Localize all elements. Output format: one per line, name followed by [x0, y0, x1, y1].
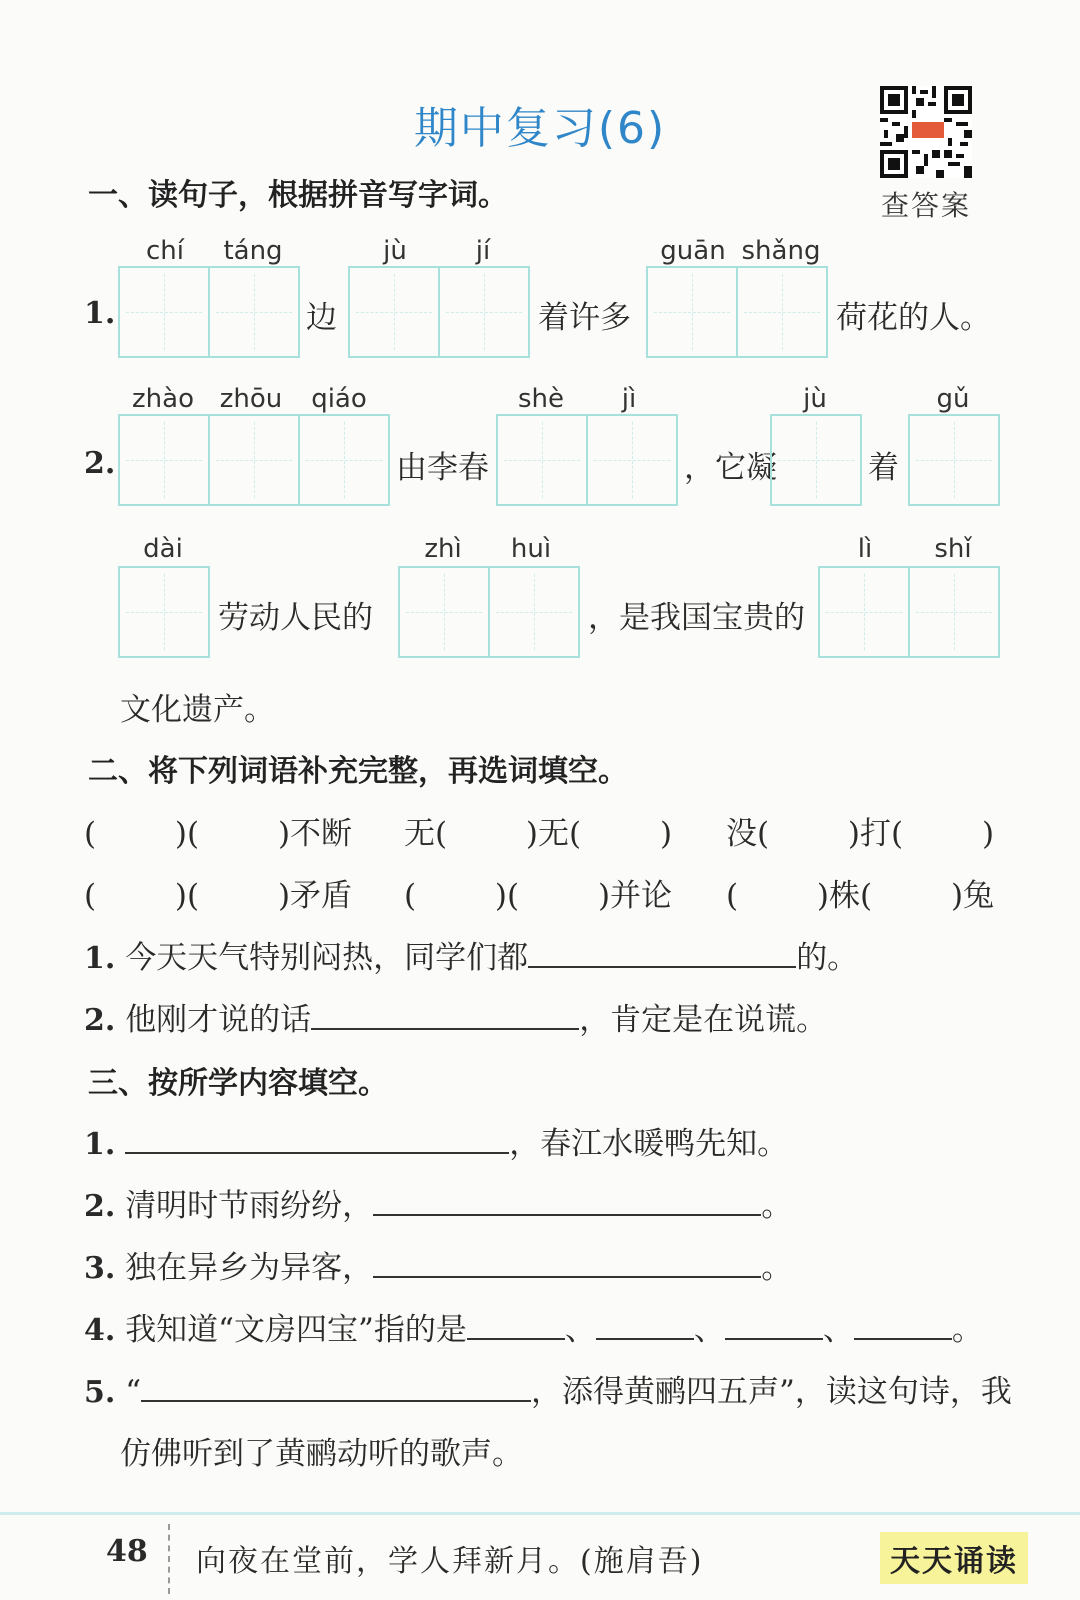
writing-grid[interactable] [496, 414, 678, 506]
sentence-text: 。 [761, 1250, 793, 1286]
writing-grid[interactable] [908, 414, 1000, 506]
sentence-text: 边 [306, 300, 337, 336]
question-number: 5. [84, 1375, 116, 1410]
sentence-text: 今天天气特别闷热，同学们都 [125, 940, 529, 976]
idiom-blank[interactable]: ( )( )不断 [84, 816, 353, 852]
writing-grid[interactable] [770, 414, 862, 506]
pinyin: shǐ [934, 534, 972, 564]
question-number: 2. [84, 1189, 116, 1224]
question-number: 2. [84, 1003, 116, 1038]
answer-blank[interactable] [528, 938, 796, 968]
sentence-text: ，肯定是在说谎。 [579, 1002, 828, 1038]
section2-heading: 二、将下列词语补充完整，再选词填空。 [88, 754, 628, 789]
idiom-blank[interactable]: ( )株( )兔 [726, 878, 995, 914]
daily-reading-badge: 天天诵读 [880, 1532, 1028, 1584]
footer-separator [168, 1524, 170, 1594]
sentence-text: ，是我国宝贵的 [588, 600, 805, 636]
sentence-text: 由李春 [396, 450, 489, 486]
idiom-blank[interactable]: ( )( )并论 [404, 878, 673, 914]
question-number: 3. [84, 1251, 116, 1286]
pinyin: zhào [132, 384, 194, 414]
poem-line-2 [84, 1180, 792, 1225]
section3-heading: 三、按所学内容填空。 [88, 1066, 388, 1101]
page-number: 48 [106, 1534, 148, 1569]
answer-blank[interactable] [311, 1000, 579, 1030]
writing-grid[interactable] [118, 414, 390, 506]
qr-code-icon[interactable] [880, 86, 972, 178]
footer-divider [0, 1512, 1080, 1515]
idiom-blank[interactable]: 没( )打( ) [726, 816, 995, 852]
poem-line-1 [84, 1118, 788, 1163]
separator: 、 [693, 1312, 725, 1348]
sentence-text: “ [125, 1374, 142, 1410]
poem-line-5 [84, 1366, 1012, 1411]
footer-quote: 向夜在堂前，学人拜新月。(施肩吾) [196, 1544, 704, 1579]
sentence-text: ，它凝 [684, 450, 777, 486]
answer-label: 查答案 [880, 189, 971, 222]
question-number: 1. [84, 1127, 116, 1162]
pinyin: zhōu [219, 384, 283, 414]
sentence-text: 文化遗产。 [120, 692, 275, 728]
sentence-text: 他刚才说的话 [125, 1002, 312, 1038]
sentence-text: 劳动人民的 [218, 600, 373, 636]
sentence-text: 独在异乡为异客， [125, 1250, 374, 1286]
answer-blank[interactable] [141, 1372, 531, 1402]
separator: 、 [822, 1312, 854, 1348]
sentence-text: 清明时节雨纷纷， [125, 1188, 374, 1224]
sentence-text: 仿佛听到了黄鹂动听的歌声。 [120, 1436, 523, 1472]
pinyin: shǎng [741, 236, 821, 266]
pinyin: jù [383, 236, 407, 266]
answer-blank[interactable] [467, 1310, 565, 1340]
writing-grid[interactable] [398, 566, 580, 658]
writing-grid[interactable] [118, 566, 210, 658]
writing-grid[interactable] [348, 266, 530, 358]
writing-grid[interactable] [818, 566, 1000, 658]
sentence-text: 的。 [796, 940, 859, 976]
pinyin: gǔ [936, 384, 970, 414]
pinyin: qiáo [311, 384, 367, 414]
pinyin: jù [803, 384, 827, 414]
separator: 、 [564, 1312, 596, 1348]
section1-heading: 一、读句子，根据拼音写字词。 [88, 178, 508, 213]
pinyin: shè [517, 384, 565, 414]
writing-grid[interactable] [646, 266, 828, 358]
answer-blank[interactable] [596, 1310, 694, 1340]
fill-sentence-1 [84, 932, 858, 977]
idiom-blank[interactable]: ( )( )矛盾 [84, 878, 353, 914]
pinyin: huì [510, 534, 552, 564]
sentence-text: 我知道“文房四宝”指的是 [125, 1312, 467, 1348]
question-number: 1. [84, 941, 116, 976]
poem-line-4 [84, 1304, 983, 1349]
fill-sentence-2 [84, 994, 827, 1039]
sentence-text: 。 [761, 1188, 793, 1224]
pinyin: lì [857, 534, 873, 564]
pinyin: táng [223, 236, 283, 266]
question-number: 2. [84, 446, 116, 481]
question-number: 4. [84, 1313, 116, 1348]
pinyin: guān [660, 236, 726, 266]
sentence-text: 着 [868, 450, 899, 486]
sentence-text: 。 [951, 1312, 983, 1348]
answer-blank[interactable] [373, 1248, 761, 1278]
poem-line-3 [84, 1242, 792, 1287]
pinyin: jí [475, 236, 491, 266]
answer-blank[interactable] [125, 1124, 509, 1154]
sentence-text: 荷花的人。 [836, 300, 991, 336]
pinyin: zhì [424, 534, 462, 564]
question-number: 1. [84, 296, 116, 331]
pinyin: dài [143, 534, 183, 564]
page-title: 期中复习(6) [413, 103, 667, 154]
sentence-text: 着许多 [538, 300, 631, 336]
pinyin: jì [621, 384, 637, 414]
answer-blank[interactable] [725, 1310, 823, 1340]
writing-grid[interactable] [118, 266, 300, 358]
sentence-text: ，春江水暖鸭先知。 [509, 1126, 789, 1162]
answer-blank[interactable] [373, 1186, 761, 1216]
sentence-text: ，添得黄鹂四五声”，读这句诗，我 [531, 1374, 1012, 1410]
answer-blank[interactable] [854, 1310, 952, 1340]
idiom-blank[interactable]: 无( )无( ) [404, 816, 673, 852]
pinyin: chí [146, 236, 184, 266]
